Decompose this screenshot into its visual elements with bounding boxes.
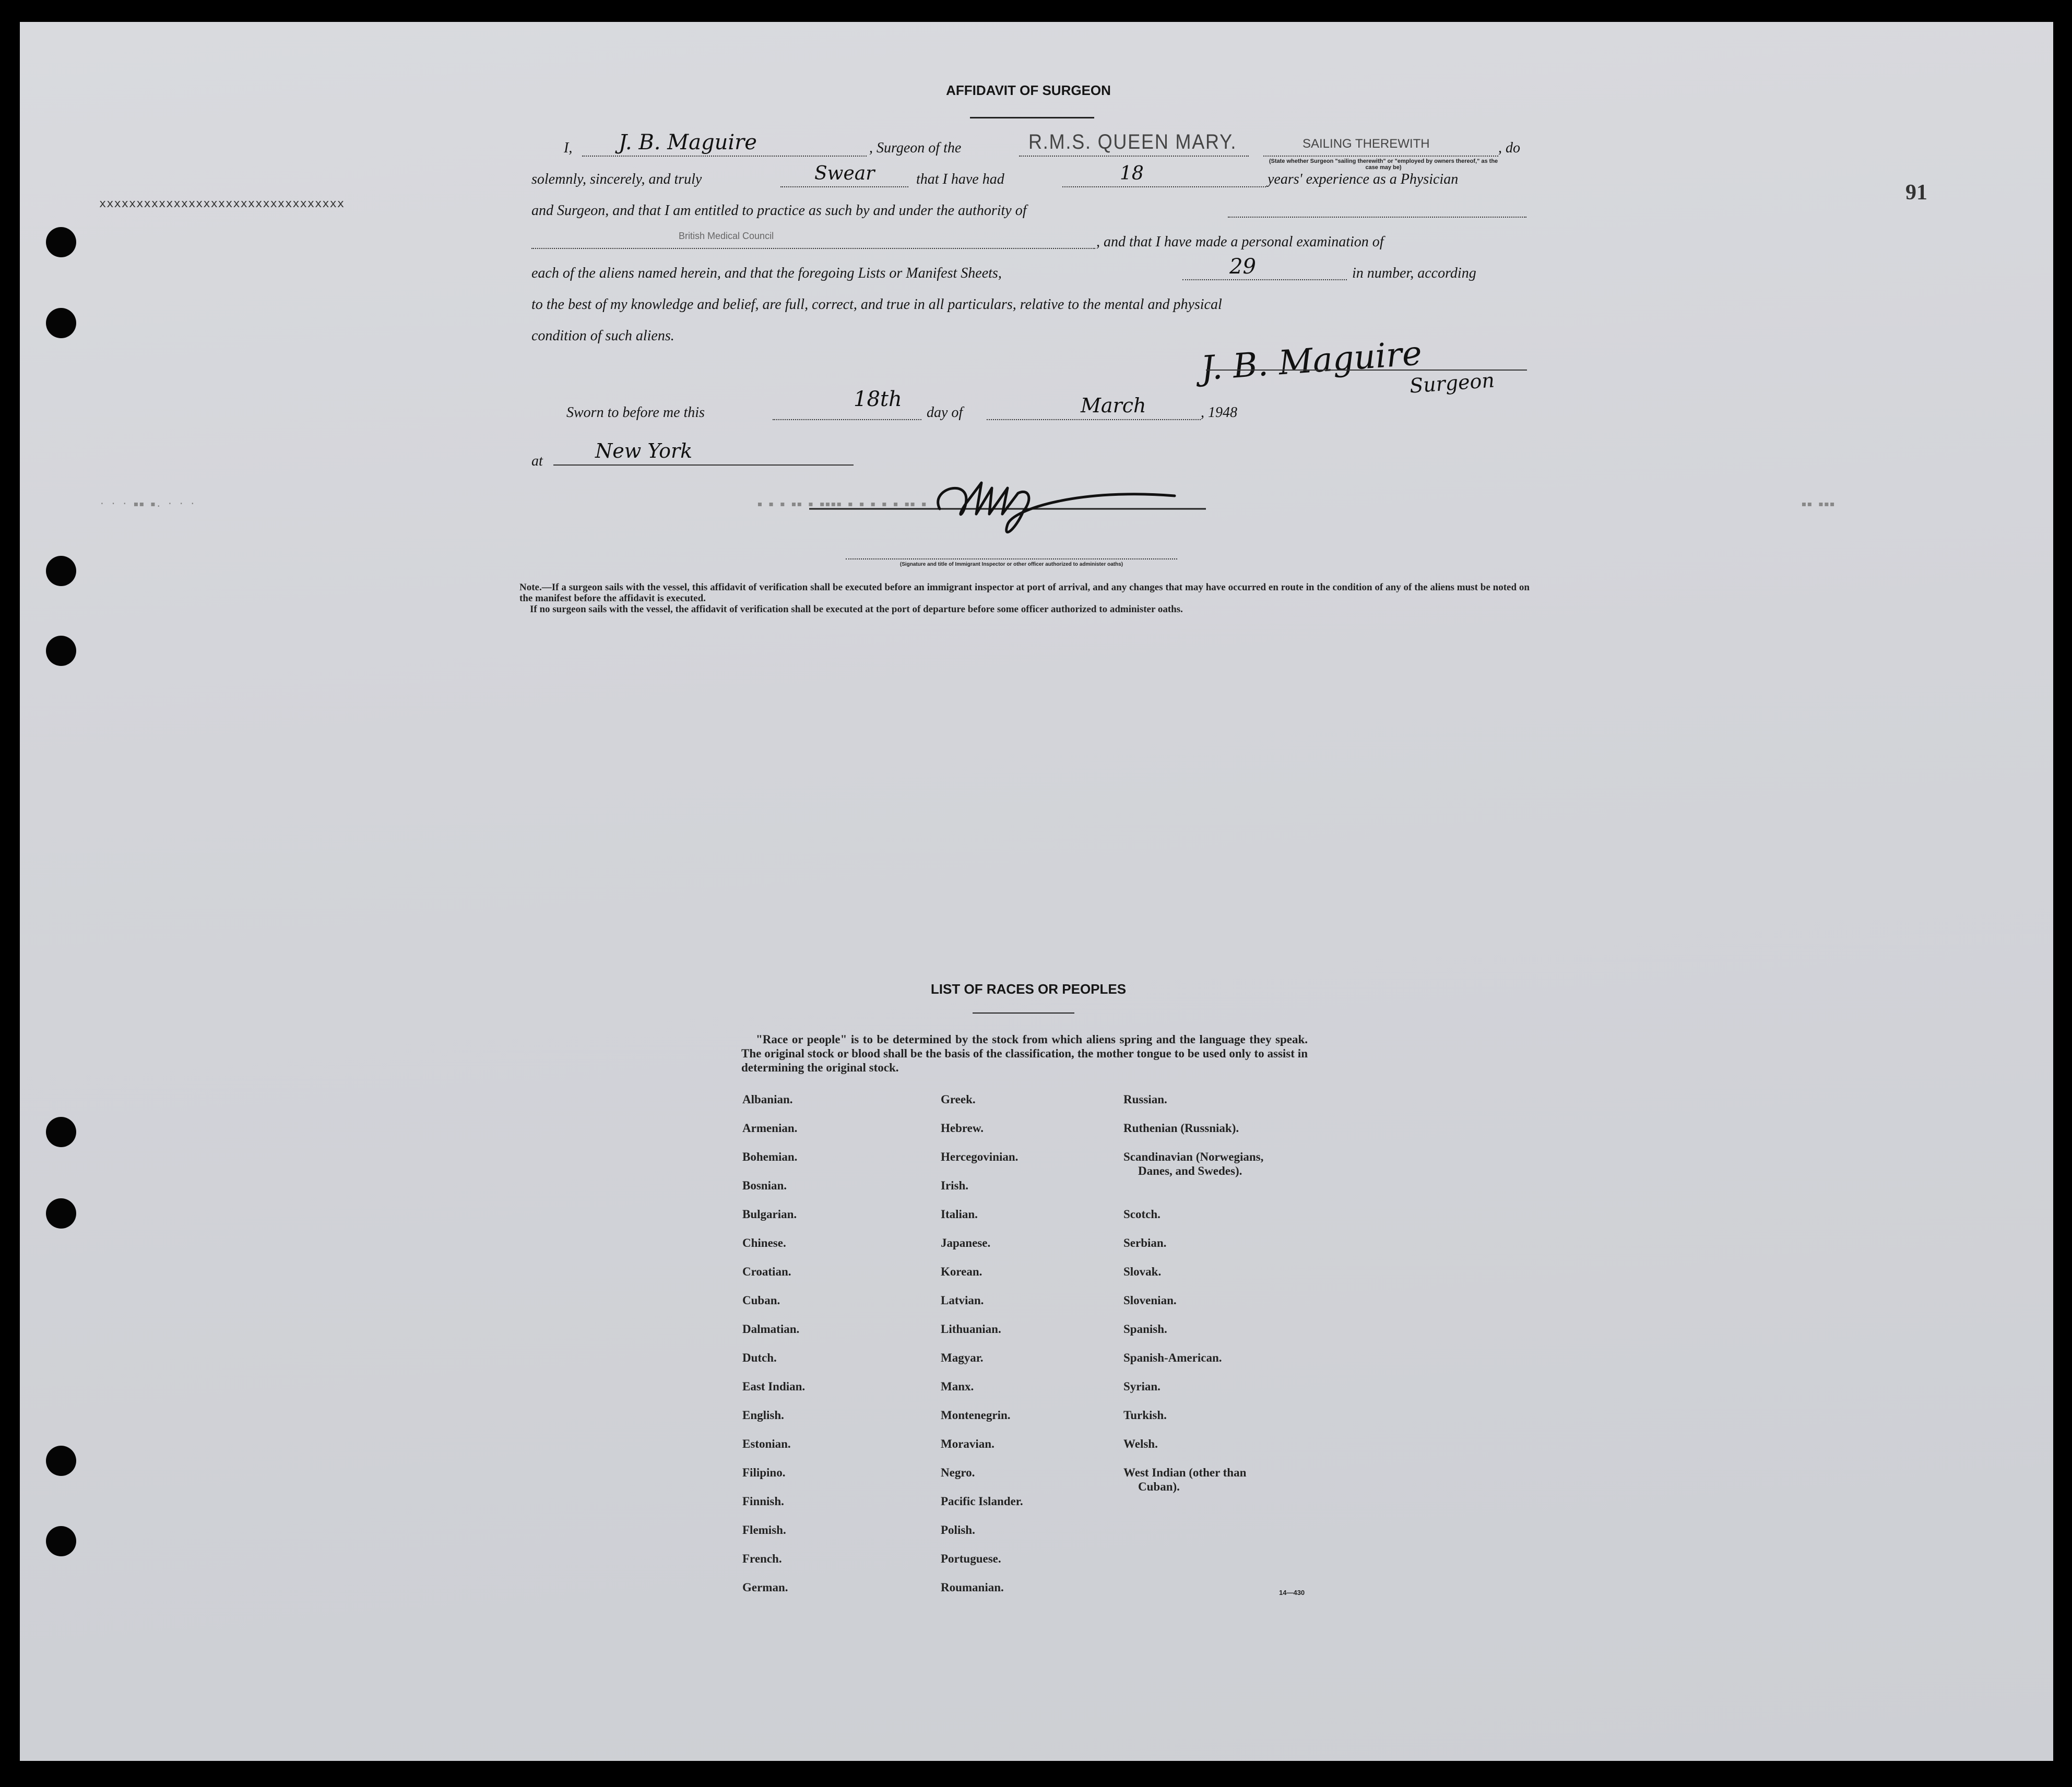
race-item: Latvian.	[941, 1294, 984, 1307]
race-item: Bulgarian.	[742, 1208, 797, 1221]
race-item: Slovak.	[1123, 1265, 1162, 1278]
race-item: Armenian.	[742, 1122, 798, 1135]
title-underline	[970, 117, 1094, 118]
race-item: Turkish.	[1123, 1409, 1167, 1422]
sailing-status-stamp: SAILING THEREWITH	[1303, 137, 1430, 151]
years-value: 18	[1120, 163, 1144, 184]
punch-hole	[46, 1198, 76, 1229]
note-paragraph-2: If no surgeon sails with the vessel, the affidavit of verification shall be executed at the port of departure before some officer authorized to administer oaths.	[530, 604, 1183, 615]
race-item: Dutch.	[742, 1351, 777, 1364]
sheet-count-blank	[1182, 279, 1347, 280]
races-column-2	[941, 1092, 1023, 1609]
race-item: Danes, and Swedes).	[1138, 1164, 1242, 1177]
sworn-prefix: Sworn to before me this	[566, 404, 705, 421]
surgeon-signature: J. B. Maguire	[1199, 334, 1423, 388]
races-title: LIST OF RACES OR PEOPLES	[930, 981, 1127, 997]
race-item: Negro.	[941, 1466, 975, 1479]
race-item: Pacific Islander.	[941, 1495, 1023, 1508]
race-item: Italian.	[941, 1208, 978, 1221]
race-item: Roumanian.	[941, 1581, 1004, 1594]
sworn-day: 18th	[854, 387, 902, 411]
line5-suffix: in number, according	[1352, 265, 1476, 281]
sworn-year: , 1948	[1201, 404, 1237, 421]
race-item: Filipino.	[742, 1466, 786, 1479]
affidavit-note	[519, 582, 1530, 615]
race-item: German.	[742, 1581, 788, 1594]
race-item: Scotch.	[1123, 1208, 1161, 1221]
line2-suffix: years' experience as a Physician	[1268, 171, 1459, 187]
document-sheet	[20, 22, 2053, 1761]
race-item: Scandinavian (Norwegians,	[1123, 1150, 1264, 1163]
race-item: French.	[742, 1552, 782, 1565]
ship-blank	[1019, 156, 1249, 157]
races-column-1	[742, 1092, 805, 1609]
punch-hole	[46, 1526, 76, 1556]
race-item: West Indian (other than	[1123, 1466, 1247, 1479]
status-instruction: (State whether Surgeon "sailing therewith" or "employed by owners thereof," as the case may be)	[1269, 158, 1498, 171]
punch-hole	[46, 636, 76, 666]
race-item: Polish.	[941, 1523, 975, 1536]
ghost-marks: ▪▪ ▪▪▪	[1801, 498, 1836, 509]
note-paragraph-1: Note.—If a surgeon sails with the vessel, this affidavit of verification shall be executed before an immigrant inspector at port of arrival, and any changes that may have occurred en route in the condition of any of the aliens must be noted on the manifest before the affidavit is executed.	[519, 582, 1530, 604]
line2-prefix: solemnly, sincerely, and truly	[531, 171, 702, 187]
races-column-3	[1123, 1092, 1263, 1508]
race-item: Slovenian.	[1123, 1294, 1177, 1307]
race-item: Irish.	[941, 1179, 969, 1192]
punch-hole	[46, 1446, 76, 1476]
race-item: Hercegovinian.	[941, 1150, 1019, 1163]
race-item: East Indian.	[742, 1380, 806, 1393]
officer-signature	[809, 467, 1227, 540]
line7: condition of such aliens.	[531, 328, 674, 344]
race-item: Greek.	[941, 1093, 976, 1106]
race-item: Spanish-American.	[1123, 1351, 1222, 1364]
race-item: Estonian.	[742, 1437, 791, 1450]
race-item: Cuban).	[1138, 1480, 1180, 1493]
line5-prefix: each of the aliens named herein, and that the foregoing Lists or Manifest Sheets,	[531, 265, 1002, 281]
race-item: Cuban.	[742, 1294, 780, 1307]
race-item: Croatian.	[742, 1265, 791, 1278]
day-label: day of	[927, 404, 963, 421]
ghost-marks: · · · ▪▪ ▪. · · ·	[99, 498, 196, 509]
surgeon-name-blank	[582, 156, 867, 157]
race-item: Magyar.	[941, 1351, 984, 1364]
line2-middle: that I have had	[916, 171, 1004, 187]
oath-blank	[780, 186, 908, 187]
race-item: Serbian.	[1123, 1236, 1167, 1249]
line1-suffix: , do	[1498, 140, 1520, 156]
sworn-month: March	[1081, 394, 1146, 417]
at-prefix: at	[531, 453, 543, 469]
race-item: Moravian.	[941, 1437, 994, 1450]
line1-surgeon-of: , Surgeon of the	[869, 140, 962, 156]
status-blank	[1263, 156, 1498, 157]
race-item: Bohemian.	[742, 1150, 798, 1163]
race-item: Dalmatian.	[742, 1323, 800, 1336]
authority-stamp: British Medical Council	[679, 231, 774, 241]
authority-blank-2	[531, 248, 1095, 249]
race-item: Japanese.	[941, 1236, 991, 1249]
ghost-marks: ▪ ▪ ▪ ▪▪ ▪ ▪▪▪▪ ▪ ▪ ▪ ▪ ▪ ▪▪ ▪	[757, 498, 927, 509]
race-item: Syrian.	[1123, 1380, 1161, 1393]
race-item: Spanish.	[1123, 1323, 1167, 1336]
race-item: Chinese.	[742, 1236, 786, 1249]
page-number: 91	[1905, 181, 1927, 205]
race-item: Welsh.	[1123, 1437, 1158, 1450]
race-item: Korean.	[941, 1265, 982, 1278]
race-item: English.	[742, 1409, 784, 1422]
authority-blank-1	[1228, 217, 1526, 218]
punch-hole	[46, 227, 76, 257]
officer-signature-caption: (Signature and title of Immigrant Inspector or other officer authorized to administer oaths)	[899, 562, 1123, 567]
day-blank	[773, 419, 921, 420]
sheet-count: 29	[1229, 255, 1256, 279]
race-item: Russian.	[1123, 1093, 1167, 1106]
race-item: Bosnian.	[742, 1179, 787, 1192]
surgeon-name: J. B. Maguire	[619, 130, 757, 154]
sworn-place: New York	[595, 439, 693, 462]
race-item: Flemish.	[742, 1523, 786, 1536]
races-title-underline	[973, 1012, 1074, 1014]
race-item: Hebrew.	[941, 1122, 984, 1135]
race-item: Finnish.	[742, 1495, 784, 1508]
race-item: Portuguese.	[941, 1552, 1001, 1565]
punch-hole	[46, 1117, 76, 1147]
line3: and Surgeon, and that I am entitled to practice as such by and under the authority of	[531, 202, 1027, 219]
officer-caption-rule	[846, 558, 1177, 559]
punch-hole	[46, 308, 76, 338]
line1-prefix: I,	[564, 140, 573, 156]
month-blank	[987, 419, 1201, 420]
surgeon-title: Surgeon	[1408, 368, 1496, 398]
race-item: Manx.	[941, 1380, 974, 1393]
oath-word: Swear	[814, 163, 875, 184]
place-blank	[553, 464, 854, 466]
form-number: 14—430	[1279, 1589, 1305, 1597]
race-item: Montenegrin.	[941, 1409, 1011, 1422]
race-item: Albanian.	[742, 1093, 793, 1106]
race-item: Lithuanian.	[941, 1323, 1001, 1336]
affidavit-title: AFFIDAVIT OF SURGEON	[946, 82, 1111, 98]
header-dashes: xxxxxxxxxxxxxxxxxxxxxxxxxxxxxxxxx	[99, 197, 345, 210]
races-intro: "Race or people" is to be determined by the stock from which aliens spring and the language they speak. The original stock or blood shall be the basis of the classification, the mother tongue to be used only to assist in determining the original stock.	[741, 1033, 1308, 1074]
race-item: Ruthenian (Russniak).	[1123, 1122, 1239, 1135]
line6: to the best of my knowledge and belief, are full, correct, and true in all particulars, relative to the mental and physical	[531, 296, 1222, 313]
line4-suffix: , and that I have made a personal examination of	[1096, 234, 1384, 250]
ship-name-stamp: R.M.S. QUEEN MARY.	[1028, 130, 1237, 153]
punch-hole	[46, 556, 76, 586]
years-blank	[1062, 186, 1266, 187]
